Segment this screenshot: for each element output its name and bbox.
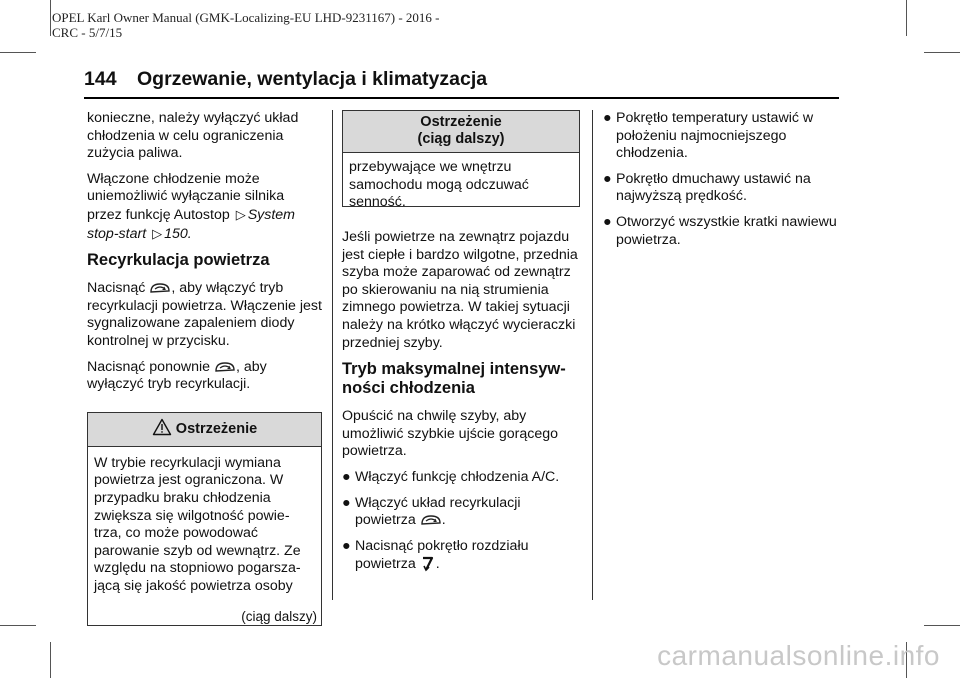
warning-header <box>343 111 579 153</box>
warning-body: przebywające we wnętrzu samochodu mogą odczuwać senność. <box>349 159 529 211</box>
list-item-text: Włączyć funkcję chłodzenia A/C. <box>355 468 560 485</box>
section-heading <box>342 360 580 398</box>
paragraph-text: Nacisnąć <box>87 280 146 297</box>
list-item <box>342 469 580 487</box>
bullet-icon: ● <box>603 170 612 187</box>
crop-mark <box>0 625 36 626</box>
paragraph-text: , aby wyłączyć tryb recyrkulacji. <box>87 358 267 393</box>
list-item-end: . <box>441 512 446 529</box>
paragraph-text: Nacisnąć ponownie <box>87 358 211 375</box>
paragraph-text: Włączone chłodzenie może uniemożliwić wyłączanie silnika przez funkcję Autostop <box>87 170 285 223</box>
cross-reference-icon: ▷ <box>152 225 163 241</box>
document-header-line1: OPEL Karl Owner Manual (GMK-Localizing-EU LHD-9231167) - 2016 - <box>52 10 440 25</box>
list-item-text: Otworzyć wszystkie kratki nawiewu powietrza. <box>616 213 837 248</box>
paragraph: Opuścić na chwilę szyby, aby umożliwić szybkie ujście gorącego powietrza. <box>342 408 559 460</box>
section-heading: Recyrkulacja powietrza <box>87 251 270 270</box>
bullet-icon: ● <box>603 213 612 230</box>
cross-reference-link[interactable]: System stop-start <box>87 206 296 242</box>
page-number: 144 <box>84 68 117 90</box>
paragraph: konieczne, należy wyłączyć układ chłodzenia w celu ograniczenia zużycia paliwa. <box>87 110 299 162</box>
crop-mark <box>0 52 36 53</box>
list-item-text: Pokrętło temperatury ustawić w położeniu najmocniejszego chłodzenia. <box>616 110 814 162</box>
warning-box <box>87 412 322 626</box>
heading-line: Tryb maksymalnej intensyw- <box>342 360 566 379</box>
warning-box-continued <box>342 110 580 211</box>
warning-triangle-icon <box>152 418 172 436</box>
document-header-line2: CRC - 5/7/15 <box>52 25 123 40</box>
paragraph <box>87 171 322 243</box>
column-2 <box>342 110 580 582</box>
column-3 <box>603 110 843 257</box>
list-item-text <box>355 495 580 530</box>
warning-title: Ostrzeżenie <box>175 420 258 437</box>
bullet-icon: ● <box>342 537 351 554</box>
recirculation-icon <box>149 281 171 295</box>
warning-subtitle: (ciąg dalszy) <box>417 131 505 147</box>
watermark: carmanualsonline.info <box>657 640 940 671</box>
warning-body: W trybie recyrkulacji wymiana powietrza jest ograniczona. W przypadku braku chłodzenia zwiększa się wilgotność powie-trza, co może powodować parowanie szyb od wewnątrz. Ze względu na stopniowo pogarsza-jącą się jakość powietrza osoby <box>94 454 301 594</box>
title-rule <box>84 97 839 99</box>
list-item-text <box>355 538 580 574</box>
paragraph <box>87 280 322 350</box>
list-item <box>342 495 580 530</box>
page-title: Ogrzewanie, wentylacja i klimatyzacja <box>137 68 488 90</box>
crop-mark <box>924 625 960 626</box>
column-divider <box>332 110 333 600</box>
recirculation-icon <box>214 360 236 374</box>
air-distribution-icon <box>420 555 436 573</box>
paragraph: Jeśli powietrze na zewnątrz pojazdu jest ciepłe i bardzo wilgotne, przednia szyba może zaparować od zewnątrz po skierowaniu na nią strumienia zimnego powietrza. W takiej sytuacji należy na krótko włączyć wycieraczki przedniej szyby. <box>342 229 578 351</box>
list-item-label: Nacisnąć pokrętło rozdziału powietrza <box>355 537 529 573</box>
warning-title: Ostrzeżenie <box>420 114 502 130</box>
crop-mark <box>50 642 51 678</box>
paragraph-end: . <box>187 225 192 242</box>
column-divider <box>592 110 593 600</box>
crop-mark <box>924 52 960 53</box>
column-1 <box>87 110 322 626</box>
crop-mark <box>906 0 907 36</box>
bullet-icon: ● <box>342 494 351 511</box>
bullet-icon: ● <box>603 110 612 126</box>
recirculation-icon <box>420 513 442 527</box>
list-item <box>603 214 843 249</box>
crop-mark <box>50 0 51 36</box>
cross-reference-icon: ▷ <box>235 206 246 222</box>
list-item <box>603 171 843 206</box>
list-item <box>603 110 843 163</box>
document-header <box>52 10 512 40</box>
cross-reference-page[interactable]: 150 <box>164 225 188 242</box>
list-item-end: . <box>435 556 440 573</box>
paragraph-text: , aby włączyć tryb recyrkulacji powietrza. Włączenie jest sygnalizowane zapaleniem diody kontrolnej w przycisku. <box>87 280 322 349</box>
paragraph <box>87 359 322 394</box>
list-item-label: Włączyć układ recyrkulacji powietrza <box>355 494 521 529</box>
warning-continued: (ciąg dalszy) <box>241 609 317 625</box>
list-item-text: Pokrętło dmuchawy ustawić na najwyższą prędkość. <box>616 170 811 205</box>
bullet-icon: ● <box>342 468 351 485</box>
warning-header <box>88 413 321 447</box>
heading-line: ności chłodzenia <box>342 379 475 398</box>
list-item <box>342 538 580 574</box>
